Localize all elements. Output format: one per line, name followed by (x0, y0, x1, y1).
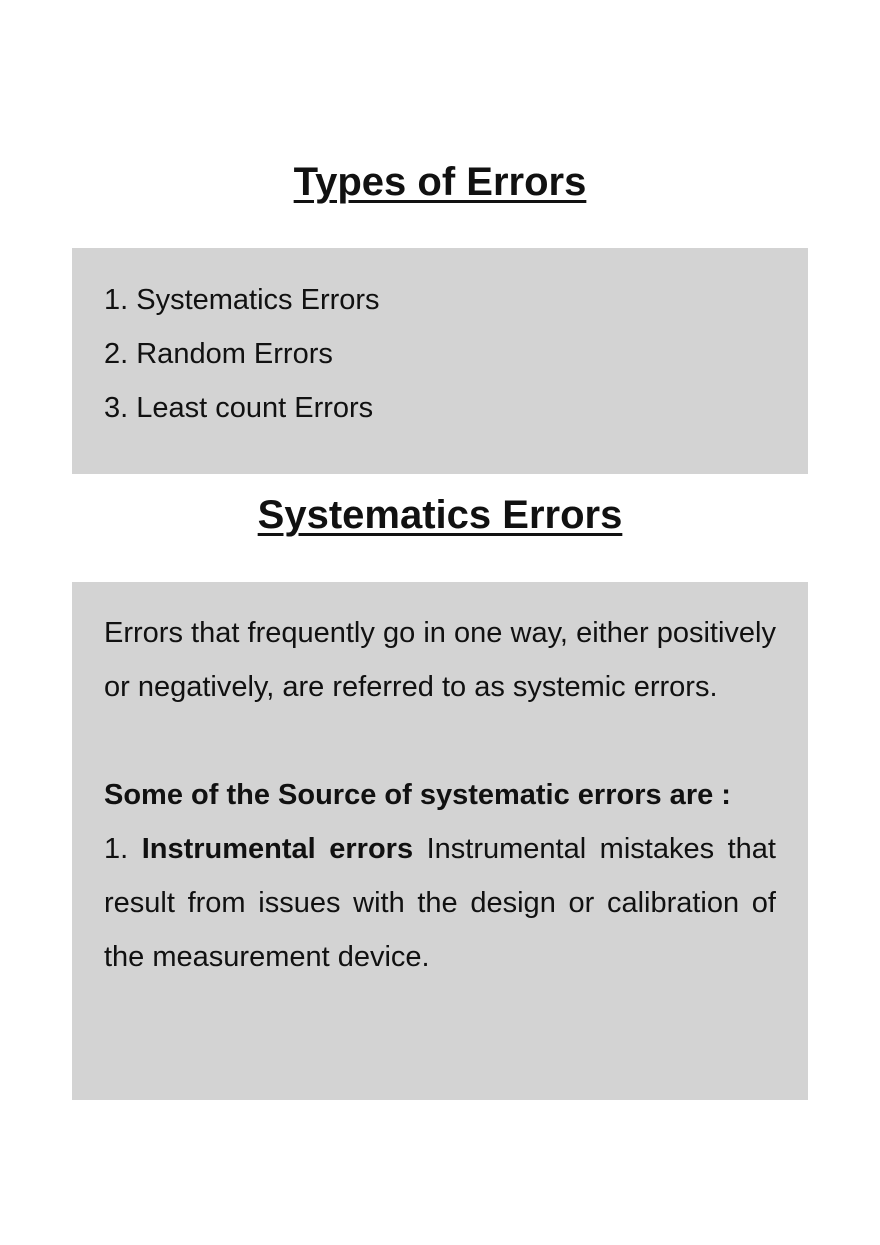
definition-paragraph: Errors that frequently go in one way, either positively or negatively, are referred to as systemic errors. (104, 617, 776, 703)
source-item-1 (104, 822, 776, 984)
page-title: Types of Errors (293, 160, 587, 204)
list-item: 3. Least count Errors (104, 392, 374, 424)
list-item: 1. Systematics Errors (104, 284, 380, 316)
sources-heading (104, 768, 776, 822)
section-title: Systematics Errors (257, 493, 623, 537)
sources-heading-text: Some of the Source of systematic errors are : (104, 779, 731, 811)
types-list (104, 273, 776, 435)
source-title: Instrumental errors (141, 833, 414, 865)
source-number: 1. (104, 833, 129, 865)
systematic-box (72, 582, 808, 1100)
list-item: 2. Random Errors (104, 338, 333, 370)
source-text: Instrumental mistakes that result from issues with the design or calibration of the measurement device. (104, 833, 776, 973)
types-box (72, 248, 808, 474)
spacer (104, 714, 776, 768)
